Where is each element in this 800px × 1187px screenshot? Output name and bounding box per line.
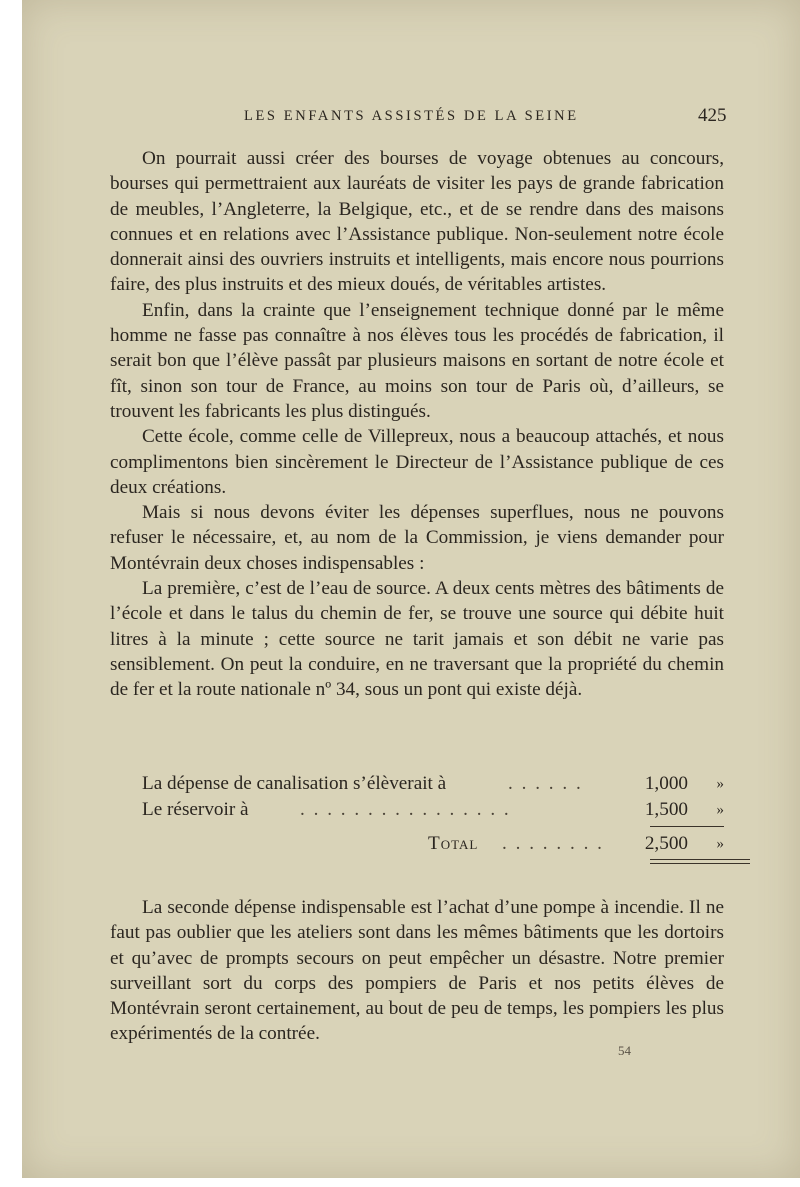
paragraph: La seconde dépense indispensable est l’achat d’une pompe à incendie. Il ne faut pas oublier que les ateliers sont dans les mêmes bâtiments que les dortoirs et qu’avec de prompts secours on peut empêcher un désastre. Notre premier surveillant sort du corps des pompiers de Paris et nos petits élèves de Montévrain seront certainement, au bout de peu de temps, les pompiers les plus expérimentés de la contrée. [110, 897, 724, 1045]
total-label: Total [428, 833, 479, 854]
dot-leader: . . . . . . . . . . . . . . . . [300, 799, 511, 820]
dot-leader: . . . . . . . . [502, 833, 604, 854]
closing-text [110, 895, 724, 1047]
book-page [22, 0, 800, 1178]
paragraph: La première, c’est de l’eau de source. A deux cents mètres des bâtiments de l’école et dans le talus du chemin de fer, se trouve une source qui débite huit litres à la minute ; cette source ne tarit jamais et son débit ne varie pas sensiblement. On peut la conduire, en ne traversant que la propriété du chemin de fer et la route nationale nº 34, sous un pont qui existe déjà. [110, 578, 724, 701]
page-number: 425 [698, 105, 727, 126]
paragraph: Enfin, dans la crainte que l’enseignement technique donné par le même homme ne fasse pas connaître à nos élèves tous les procédés de fabrication, il serait bon que l’élève passât par plusieurs maisons en sortant de notre école et fît, sinon son tour de France, au moins son tour de Paris où, d’ailleurs, se trouvent les fabricants les plus distingués. [110, 299, 724, 422]
signature-mark: 54 [618, 1043, 631, 1058]
cost-unit: » [716, 802, 724, 818]
paragraph: On pourrait aussi créer des bourses de voyage obtenues au concours, bourses qui permettraient aux lauréats de visiter les pays de grande fabrication de meubles, l’Angleterre, la Belgique, etc., et de se rendre dans des maisons connues et en relations avec l’Assistance publique. Non-seulement notre école donnerait ainsi des ouvriers instruits et intelligents, mais encore nous pourrions faire, des plus instruits et des mieux doués, de véritables artistes. [110, 148, 724, 296]
cost-unit: » [716, 776, 724, 792]
running-title: LES ENFANTS ASSISTÉS DE LA SEINE [244, 108, 579, 124]
body-text [110, 146, 724, 703]
cost-label: Le réservoir à [142, 799, 249, 820]
total-rule [650, 863, 750, 864]
dot-leader: . . . . . . [508, 773, 583, 794]
total-rule [650, 859, 750, 860]
paragraph: Mais si nous devons éviter les dépenses superflues, nous ne pouvons refuser le nécessaire, et, au nom de la Commission, je viens demander pour Montévrain deux choses indispensables : [110, 502, 724, 574]
cost-row [110, 797, 724, 823]
cost-amount: 1,500 [644, 799, 688, 820]
sum-rule [650, 826, 724, 827]
total-amount: 2,500 [644, 833, 688, 854]
total-row [110, 831, 724, 857]
paragraph: Cette école, comme celle de Villepreux, nous a beaucoup attachés, et nous complimentons bien sincèrement le Directeur de l’Assistance publique de ces deux créations. [110, 426, 724, 498]
cost-row [110, 771, 724, 797]
cost-label: La dépense de canalisation s’élèverait à [142, 773, 447, 794]
cost-amount: 1,000 [644, 773, 688, 794]
cost-table [110, 771, 724, 857]
page-header [22, 105, 800, 132]
cost-unit: » [716, 836, 724, 852]
